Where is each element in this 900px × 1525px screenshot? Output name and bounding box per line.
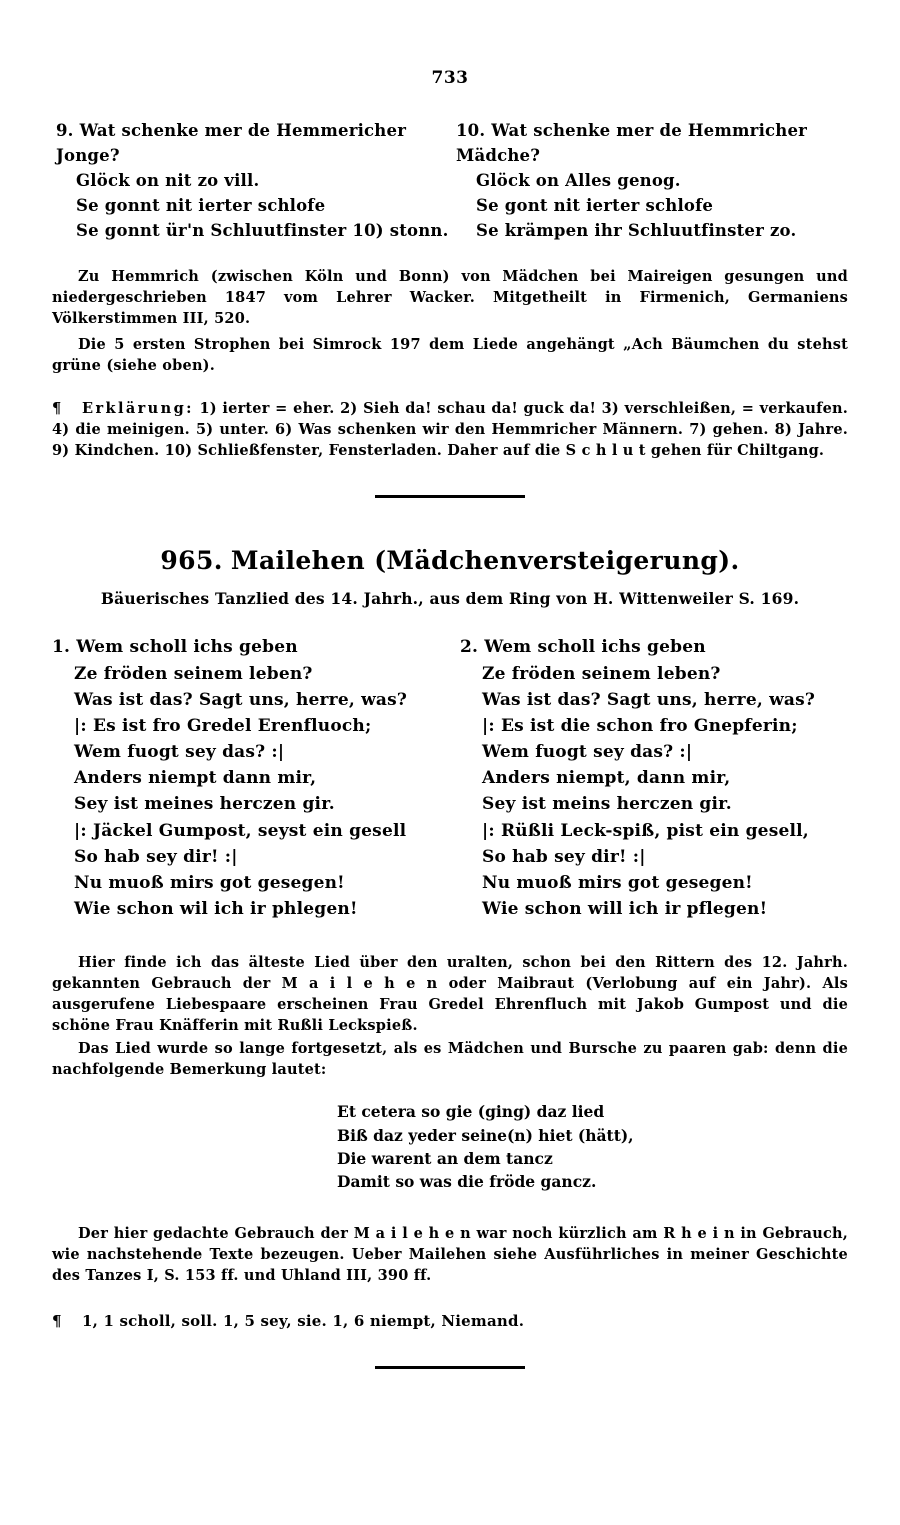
- pilcrow-icon: ¶: [52, 1312, 62, 1331]
- verse-line: So hab sey dir! :|: [482, 846, 646, 867]
- verse-line: Wem fuogt sey das? :|: [74, 742, 285, 763]
- footnote-line: [52, 1312, 848, 1330]
- verse-line: Was ist das? Sagt uns, herre, was?: [482, 689, 816, 710]
- commentary-paragraph: [52, 952, 848, 1036]
- explanation-label: Erklärung:: [82, 400, 194, 418]
- footnote-text: 1, 1 scholl, soll. 1, 5 sey, sie. 1, 6 niempt, Niemand.: [82, 1312, 525, 1331]
- verse-line: Anders niempt dann mir,: [74, 768, 317, 789]
- top-songs-columns: [52, 118, 848, 243]
- verse-line: Glöck on Alles genog.: [476, 171, 681, 191]
- song-title: [52, 546, 848, 575]
- stanza-one: [52, 634, 450, 922]
- verse-line: Anders niempt, dann mir,: [482, 768, 731, 789]
- commentary-text: Das Lied wurde so lange fortgesetzt, als es Mädchen und Bursche zu paaren gab: denn die nachfolgende Bemerkung lautet:: [52, 1040, 848, 1079]
- commentary-block-2: [52, 1223, 848, 1286]
- commentary-text: Der hier gedachte Gebrauch der M a i l e h e n war noch kürzlich am R h e i n in Gebrauch, wie nachstehende Texte bezeugen. Ueber Mailehen siehe Ausführliches in meiner Geschichte des Tanzes I, S. 153 ff. und Uhland III, 390 ff.: [52, 1225, 848, 1285]
- verse-line: Se krämpen ihr Schluutfinster zo.: [476, 221, 797, 241]
- verse-line: Se gonnt nit ierter schlofe: [76, 196, 326, 216]
- document-page: [0, 68, 900, 1525]
- verse-line: Ze fröden seinem leben?: [482, 663, 721, 684]
- verse-line: Wem fuogt sey das? :|: [482, 742, 693, 763]
- verse-line: Sey ist meins herczen gir.: [482, 794, 732, 815]
- stanza-two: [450, 634, 848, 922]
- verse-line: 10. Wat schenke mer de Hemmricher Mädche?: [456, 121, 814, 166]
- commentary-paragraph: [52, 1223, 848, 1286]
- page-number: 733: [431, 68, 469, 88]
- verse-line: So hab sey dir! :|: [74, 846, 238, 867]
- song-number: 965.: [160, 546, 223, 576]
- quote-line: Damit so was die fröde gancz.: [337, 1172, 597, 1192]
- source-note-paragraph: [52, 267, 848, 329]
- song-title-text: Mailehen (Mädchenversteigerung).: [230, 546, 740, 576]
- simrock-note-paragraph: [52, 335, 848, 376]
- commentary-block: [52, 952, 848, 1080]
- verse-line: Se gont nit ierter schlofe: [476, 196, 714, 216]
- verse-line: Se gonnt ür'n Schluutfinster 10) stonn.: [76, 221, 449, 241]
- quote-line: Biß daz yeder seine(n) hiet (hätt),: [337, 1125, 634, 1145]
- verse-quote: [337, 1100, 848, 1193]
- verse-line: Wie schon wil ich ir phlegen!: [74, 899, 358, 920]
- commentary-text: Hier finde ich das älteste Lied über den uralten, schon bei den Rittern des 12. Jahrh. gekannten Gebrauch der M a i l e h e n oder Maibraut (Verlobung auf ein Jahr). Als ausgerufene Liebespaare erscheinen Frau Gredel Ehrenfluch mit Jakob Gumpost und die schöne Frau Knäfferin mit Rußli Leckspieß.: [52, 954, 848, 1035]
- verse-line: Ze fröden seinem leben?: [74, 663, 313, 684]
- verse-line: 9. Wat schenke mer de Hemmericher Jonge?: [56, 121, 413, 166]
- verse-line: |: Rüßli Leck-spiß, pist ein gesell,: [482, 820, 809, 841]
- verse-line: Wie schon will ich ir pflegen!: [482, 899, 768, 920]
- verse-line: |: Es ist fro Gredel Erenfluoch;: [74, 715, 372, 736]
- verse-line: 2. Wem scholl ichs geben: [460, 637, 706, 658]
- verse-line: Nu muoß mirs got gesegen!: [74, 872, 345, 893]
- song-subtitle: Bäuerisches Tanzlied des 14. Jahrh., aus dem Ring von H. Wittenweiler S. 169.: [100, 589, 800, 609]
- explanation-text: 1) ierter = eher. 2) Sieh da! schau da! guck da! 3) verschleißen, = verkaufen. 4) die meinigen. 5) unter. 6) Was schenken wir den Hemmricher Männern. 7) gehen. 8) Jahre. 9) Kindchen. 10) Schließfenster, Fensterladen. Daher auf die S c h l u t gehen für Chiltgang.: [52, 400, 848, 460]
- bottom-divider-rule: [375, 1366, 525, 1369]
- quote-line: Die warent an dem tancz: [337, 1148, 553, 1168]
- quote-line: Et cetera so gie (ging) daz lied: [337, 1102, 605, 1122]
- song-column-right: [450, 118, 848, 243]
- verse-line: |: Jäckel Gumpost, seyst ein gesell: [74, 820, 407, 841]
- verse-line: Sey ist meines herczen gir.: [74, 794, 335, 815]
- page-content: [52, 118, 848, 1369]
- song-column-left: [52, 118, 450, 243]
- stanza-columns: [52, 634, 848, 922]
- verse-line: 1. Wem scholl ichs geben: [52, 637, 298, 658]
- simrock-note-text: Die 5 ersten Strophen bei Simrock 197 dem Liede angehängt „Ach Bäumchen du stehst grüne (siehe oben).: [52, 336, 848, 374]
- commentary-paragraph: [52, 1038, 848, 1080]
- verse-line: Glöck on nit zo vill.: [76, 171, 260, 191]
- verse-line: Nu muoß mirs got gesegen!: [482, 872, 753, 893]
- section-divider-rule: [375, 495, 525, 498]
- verse-line: |: Es ist die schon fro Gnepferin;: [482, 715, 798, 736]
- verse-line: Was ist das? Sagt uns, herre, was?: [74, 689, 408, 710]
- source-note-text: Zu Hemmrich (zwischen Köln und Bonn) von Mädchen bei Maireigen gesungen und niedergeschrieben 1847 vom Lehrer Wacker. Mitgetheilt in Firmenich, Germaniens Völkerstimmen III, 520.: [52, 268, 848, 327]
- pilcrow-icon: ¶: [52, 400, 62, 418]
- explanation-paragraph: [52, 398, 848, 461]
